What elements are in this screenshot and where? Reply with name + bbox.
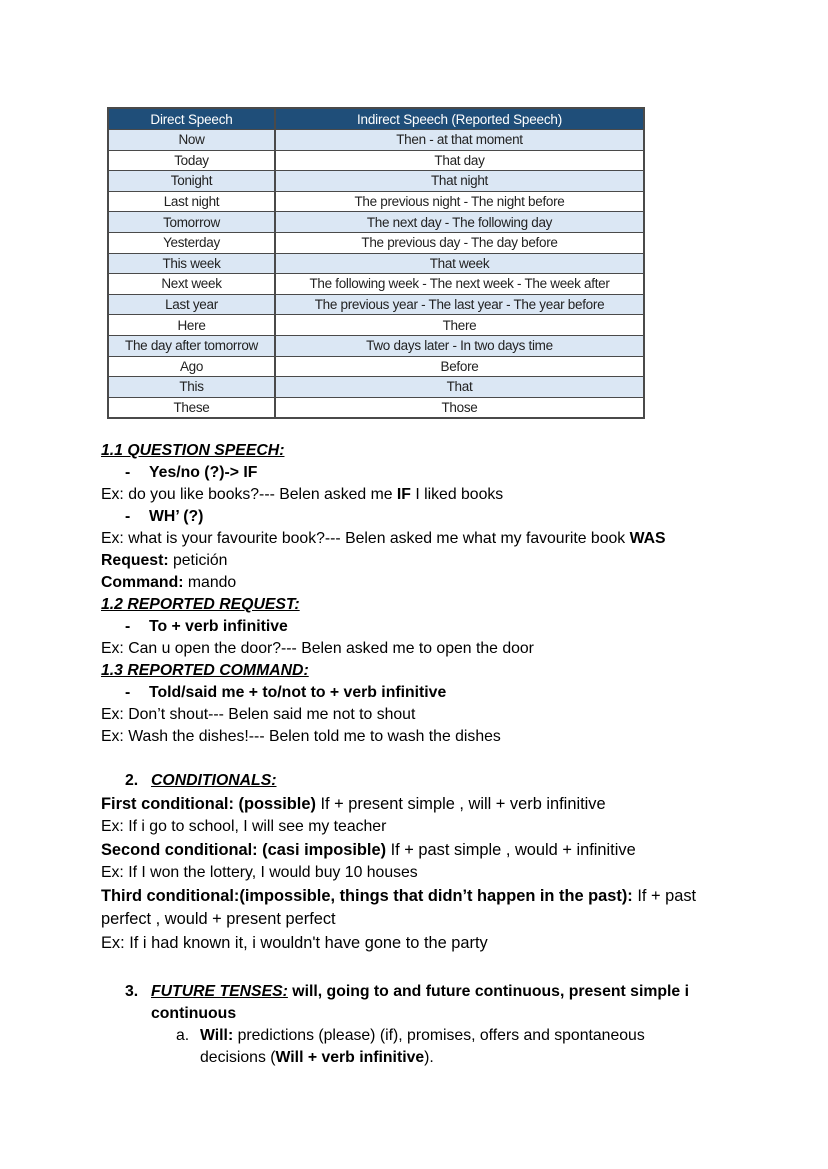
second-conditional-example: Ex: If I won the lottery, I would buy 10 houses (101, 864, 418, 881)
indirect-speech-cell: That week (275, 253, 644, 274)
indirect-speech-cell: The next day - The following day (275, 212, 644, 233)
request-example: Ex: Can u open the door?--- Belen asked me to open the door (101, 640, 534, 657)
table-row (108, 150, 644, 171)
direct-speech-cell: Last night (108, 191, 275, 212)
question-example-2: Ex: what is your favourite book?--- Belen asked me what my favourite book WAS (101, 530, 666, 547)
direct-speech-cell: Yesterday (108, 232, 275, 253)
indirect-speech-cell: The previous year - The last year - The year before (275, 294, 644, 315)
third-conditional-example: Ex: If i had known it, i wouldn't have gone to the party (101, 934, 488, 952)
table-row (108, 253, 644, 274)
reported-request-heading: 1.2 REPORTED REQUEST: (101, 596, 300, 613)
table-header-row (108, 108, 644, 130)
request-definition: Request: petición (101, 552, 228, 569)
second-conditional: Second conditional: (casi imposible) If + past simple , would + infinitive (101, 841, 636, 859)
table-row (108, 377, 644, 398)
direct-speech-cell: Tonight (108, 171, 275, 192)
table-row (108, 356, 644, 377)
question-bullet-1: Yes/no (?)-> IF (149, 464, 258, 481)
indirect-speech-cell: The following week - The next week - The week after (275, 274, 644, 295)
future-tenses-heading-continued: continuous (151, 1005, 237, 1022)
direct-speech-cell: This (108, 377, 275, 398)
direct-speech-cell: Here (108, 315, 275, 336)
table-row (108, 171, 644, 192)
direct-speech-cell: Tomorrow (108, 212, 275, 233)
direct-speech-cell: These (108, 397, 275, 418)
reported-command-heading: 1.3 REPORTED COMMAND: (101, 662, 309, 679)
future-tenses-heading: 3. FUTURE TENSES: will, going to and future continuous, present simple i (125, 983, 689, 1000)
table-row (108, 335, 644, 356)
question-example-1: Ex: do you like books?--- Belen asked me IF I liked books (101, 486, 504, 503)
direct-speech-cell: Now (108, 130, 275, 151)
indirect-speech-cell: That night (275, 171, 644, 192)
table-row (108, 191, 644, 212)
indirect-speech-cell: Before (275, 356, 644, 377)
future-item-will-continued: decisions (Will + verb infinitive). (200, 1049, 434, 1066)
direct-speech-cell: Ago (108, 356, 275, 377)
command-bullet: Told/said me + to/not to + verb infinitive (149, 684, 447, 701)
indirect-speech-cell: Two days later - In two days time (275, 335, 644, 356)
indirect-speech-cell: That day (275, 150, 644, 171)
indirect-speech-cell: The previous night - The night before (275, 191, 644, 212)
direct-speech-cell: Today (108, 150, 275, 171)
indirect-speech-cell: The previous day - The day before (275, 232, 644, 253)
table-row (108, 294, 644, 315)
header-direct-speech: Direct Speech (108, 108, 275, 130)
question-bullet-2: WH’ (?) (149, 508, 204, 525)
list-item: - To + verb infinitive (125, 618, 288, 635)
request-bullet: To + verb infinitive (149, 618, 288, 635)
table-row (108, 274, 644, 295)
direct-speech-cell: This week (108, 253, 275, 274)
indirect-speech-cell: That (275, 377, 644, 398)
indirect-speech-cell: Then - at that moment (275, 130, 644, 151)
direct-speech-cell: Last year (108, 294, 275, 315)
conditionals-heading: 2. CONDITIONALS: (125, 772, 277, 789)
speech-table (107, 107, 645, 419)
question-speech-heading: 1.1 QUESTION SPEECH: (101, 442, 285, 459)
first-conditional: First conditional: (possible) If + present simple , will + verb infinitive (101, 795, 606, 813)
direct-speech-cell: The day after tomorrow (108, 335, 275, 356)
list-item: - Told/said me + to/not to + verb infinitive (125, 684, 447, 701)
table-row (108, 212, 644, 233)
indirect-speech-cell: There (275, 315, 644, 336)
direct-speech-cell: Next week (108, 274, 275, 295)
command-example-1: Ex: Don’t shout--- Belen said me not to shout (101, 706, 416, 723)
third-conditional-continued: perfect , would + present perfect (101, 910, 336, 928)
command-example-2: Ex: Wash the dishes!--- Belen told me to wash the dishes (101, 728, 501, 745)
indirect-speech-cell: Those (275, 397, 644, 418)
table-row (108, 130, 644, 151)
header-indirect-speech: Indirect Speech (Reported Speech) (275, 108, 644, 130)
third-conditional: Third conditional:(impossible, things that didn’t happen in the past): If + past (101, 887, 697, 905)
table-row (108, 315, 644, 336)
table-row (108, 397, 644, 418)
table-row (108, 232, 644, 253)
command-definition: Command: mando (101, 574, 237, 591)
first-conditional-example: Ex: If i go to school, I will see my teacher (101, 818, 387, 835)
list-item: - WH’ (?) (125, 508, 204, 525)
list-item: - Yes/no (?)-> IF (125, 464, 258, 481)
future-item-will: a. Will: predictions (please) (if), promises, offers and spontaneous (176, 1027, 645, 1044)
